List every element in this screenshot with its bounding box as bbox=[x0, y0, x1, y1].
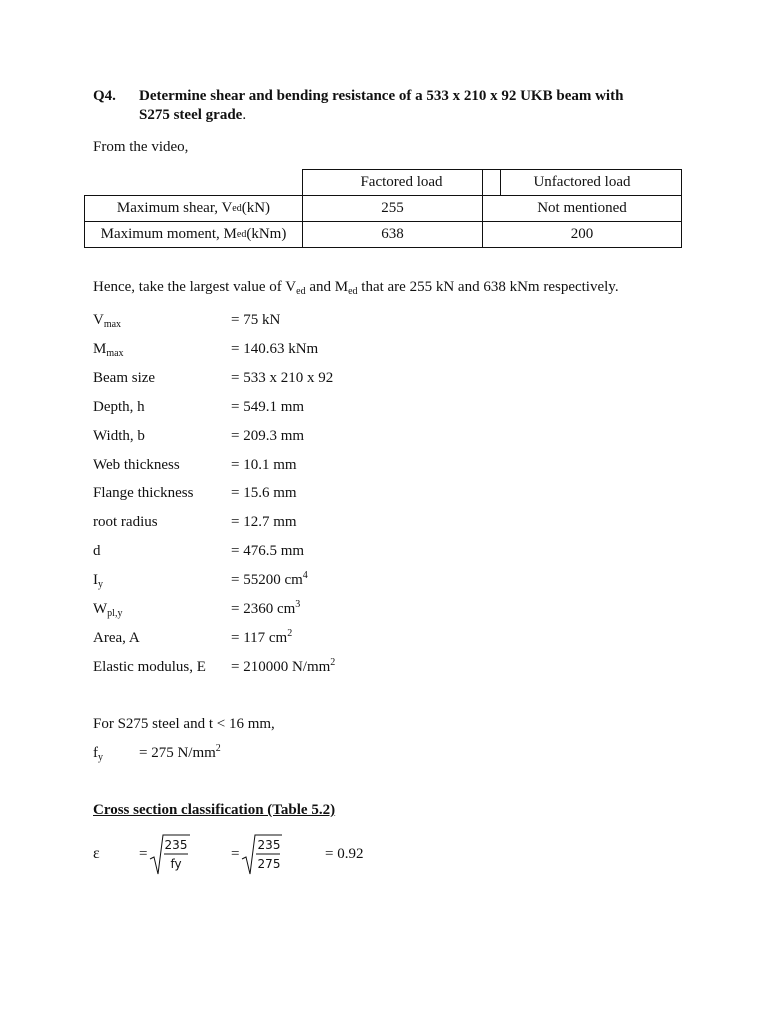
table-cell-moment-unfactored: 200 bbox=[482, 221, 682, 248]
table-row-label: Maximum shear, V ed (kN) bbox=[84, 195, 303, 222]
property-value: = 55200 $cm^4$ bbox=[231, 570, 308, 588]
load-table bbox=[84, 169, 682, 248]
property-label: root radius bbox=[93, 514, 158, 530]
question-number: Q4. bbox=[93, 88, 116, 104]
property-label: Beam size bbox=[93, 370, 156, 386]
property-label: Depth, h bbox=[93, 399, 145, 415]
question-period: . bbox=[242, 107, 247, 123]
fraction-numerator: 235 bbox=[257, 838, 281, 852]
equals-sign: = bbox=[231, 846, 240, 862]
table-header-factored: Factored load bbox=[302, 169, 501, 196]
section-heading: Cross section classification (Table 5.2) bbox=[93, 802, 336, 818]
property-value: = 2360 $cm^3$ bbox=[231, 599, 301, 617]
property-value: = 549.1 mm bbox=[231, 399, 305, 415]
question-steel-grade: S275 steel grade bbox=[139, 107, 243, 123]
hence-text: Hence, take the largest value of $V_{ed}$ and $M_{ed}$ that are 255 kN and 638 kNm respectively. bbox=[93, 279, 619, 297]
steel-condition-text: For S275 steel and t < 16 mm, bbox=[93, 716, 275, 732]
property-value: = 15.6 mm bbox=[231, 485, 297, 501]
property-label: Area, A bbox=[93, 630, 140, 646]
property-label: $V_{max}$ bbox=[93, 312, 122, 330]
property-value: = 75 kN bbox=[231, 312, 281, 328]
fraction-denominator: fy bbox=[170, 857, 182, 871]
epsilon-result: = 0.92 bbox=[325, 846, 364, 862]
property-label: $I_y$ bbox=[93, 572, 103, 590]
property-label: Web thickness bbox=[93, 457, 180, 473]
property-label: $M_{max}$ bbox=[93, 341, 124, 359]
property-label: $W_{pl,y}$ bbox=[93, 601, 123, 619]
table-header-unfactored: Unfactored load bbox=[482, 169, 682, 196]
question-text-line2 bbox=[139, 107, 246, 124]
property-label: Width, b bbox=[93, 428, 145, 444]
table-cell-shear-factored: 255 bbox=[302, 195, 483, 222]
property-value: = 12.7 mm bbox=[231, 514, 297, 530]
table-cell-moment-factored: 638 bbox=[302, 221, 483, 248]
equals-sign: = bbox=[139, 846, 148, 862]
property-label: Flange thickness bbox=[93, 485, 194, 501]
property-value: = 140.63 kNm bbox=[231, 341, 319, 357]
fy-value: = 275 $N/mm^2$ bbox=[139, 743, 221, 761]
fraction-denominator: 275 bbox=[257, 857, 281, 871]
fy-label: $f_y$ bbox=[93, 745, 103, 763]
property-label: Elastic modulus, E bbox=[93, 659, 206, 675]
property-value: = 210000 $N/mm^2$ bbox=[231, 657, 336, 675]
property-label: d bbox=[93, 543, 101, 559]
property-value: = 10.1 mm bbox=[231, 457, 297, 473]
table-cell-shear-unfactored: Not mentioned bbox=[482, 195, 682, 222]
fraction-numerator: 235 bbox=[164, 838, 188, 852]
question-text-line1: Determine shear and bending resistance of a 533 x 210 x 92 UKB beam with bbox=[139, 88, 624, 104]
intro-text: From the video, bbox=[93, 139, 189, 155]
table-row-label: Maximum moment, M ed (kNm) bbox=[84, 221, 303, 248]
property-value: = 476.5 mm bbox=[231, 543, 305, 559]
property-value: = 117 $cm^2$ bbox=[231, 628, 293, 646]
epsilon-symbol: ε bbox=[93, 845, 100, 862]
property-value: = 533 x 210 x 92 bbox=[231, 370, 334, 386]
property-value: = 209.3 mm bbox=[231, 428, 305, 444]
